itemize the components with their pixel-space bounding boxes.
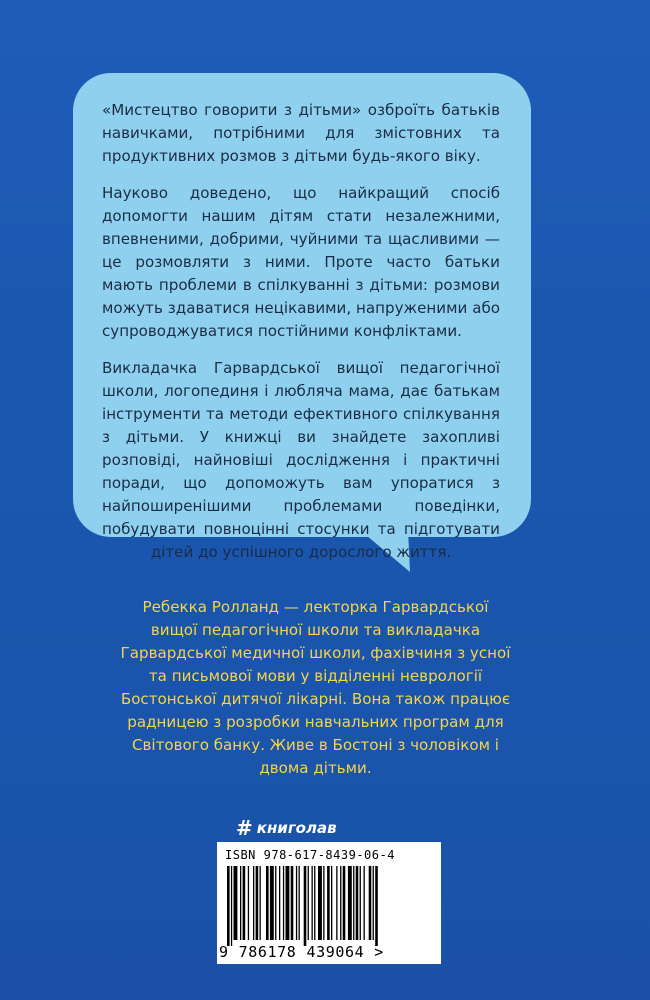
barcode-bar — [375, 866, 378, 946]
barcode-bar — [283, 866, 284, 940]
barcode-bar — [353, 866, 354, 940]
barcode-bar — [331, 866, 332, 940]
barcode-bar — [266, 866, 269, 940]
barcode-bar — [360, 866, 361, 940]
publisher-logo — [236, 816, 337, 840]
barcode-bar — [373, 866, 374, 940]
barcode-bar — [260, 866, 261, 940]
barcode-bar — [296, 866, 297, 940]
barcode-bar — [299, 866, 300, 940]
barcode-label — [217, 842, 441, 964]
barcode-bar — [323, 866, 324, 940]
barcode-bar — [227, 866, 230, 946]
barcode-bar — [348, 866, 352, 940]
barcode-bar — [248, 866, 249, 940]
barcode-bar — [314, 866, 315, 940]
barcode-bar — [343, 866, 346, 940]
barcode-bar — [336, 866, 337, 940]
isbn-text: ISBN 978-617-8439-06-4 — [225, 848, 395, 862]
description-text — [102, 99, 500, 578]
barcode-digits-end: > — [374, 943, 384, 961]
barcode-bar — [286, 866, 290, 940]
barcode-bar — [356, 866, 359, 940]
barcode-bar — [291, 866, 294, 940]
barcode-bar — [275, 866, 276, 940]
barcode-bar — [234, 866, 238, 940]
barcode-bar — [327, 866, 330, 940]
barcode-bar — [340, 866, 341, 940]
barcode-digits — [219, 943, 439, 961]
barcode-digits-right: 439064 — [306, 943, 365, 961]
publisher-name: книголав — [256, 819, 337, 837]
barcode-bar — [308, 866, 309, 940]
barcode-bar — [364, 866, 365, 940]
hash-logo-icon: # — [236, 816, 253, 840]
description-paragraph-1: «Мистецтво говорити з дітьми» озброїть батьків навичками, потрібними для змістовних та продуктивних розмов з дітьми будь-якого віку. — [102, 101, 500, 165]
description-paragraph-3: Викладачка Гарвардської вищої педагогічної школи, логопединя і любляча мама, дає батькам інструменти та методи ефективного спілкування з дітьми. У книжці ви знайдете захопливі розповіді, найновіші дослідження і практичні поради, що допоможуть вам упоратися з найпоширенішими проблемами поведінки, побудувати повноцінні стосунки та підготувати дітей до успішного дорослого життя. — [102, 359, 500, 561]
barcode-bar — [256, 866, 259, 940]
barcode-digits-left: 786178 — [238, 943, 297, 961]
barcode-bar — [270, 866, 274, 940]
barcode-bar — [240, 866, 241, 940]
barcode-bar — [312, 866, 313, 940]
barcode-digit-first: 9 — [219, 943, 229, 961]
barcode-bar — [318, 866, 322, 940]
barcode-bar — [253, 866, 254, 940]
barcode-bar — [243, 866, 246, 940]
barcode-bar — [279, 866, 280, 940]
barcode-bar — [369, 866, 372, 940]
description-paragraph-2: Науково доведено, що найкращий спосіб допомогти нашим дітям стати незалежними, впевненими, добрими, чуйними та щасливими — це розмовляти з ними. Проте часто батьки мають проблеми в спілкуванні з дітьми: розмови можуть здаватися нецікавими, напруженими або супроводжуватися постійними конфліктами. — [102, 184, 500, 340]
barcode-bar — [231, 866, 232, 946]
barcode-bar — [304, 866, 307, 946]
barcode-icon — [227, 866, 431, 946]
author-bio: Ребекка Ролланд — лекторка Гарвардської вищої педагогічної школи та викладачка Гарвардської медичної школи, фахівчиня з усної та письмової мови у відділенні неврології Бостонської дитячої лікарні. Вона також працює радницею з розробки навчальних програм для Світового банку. Живе в Бостоні з чоловіком і двома дітьми. — [120, 598, 511, 777]
